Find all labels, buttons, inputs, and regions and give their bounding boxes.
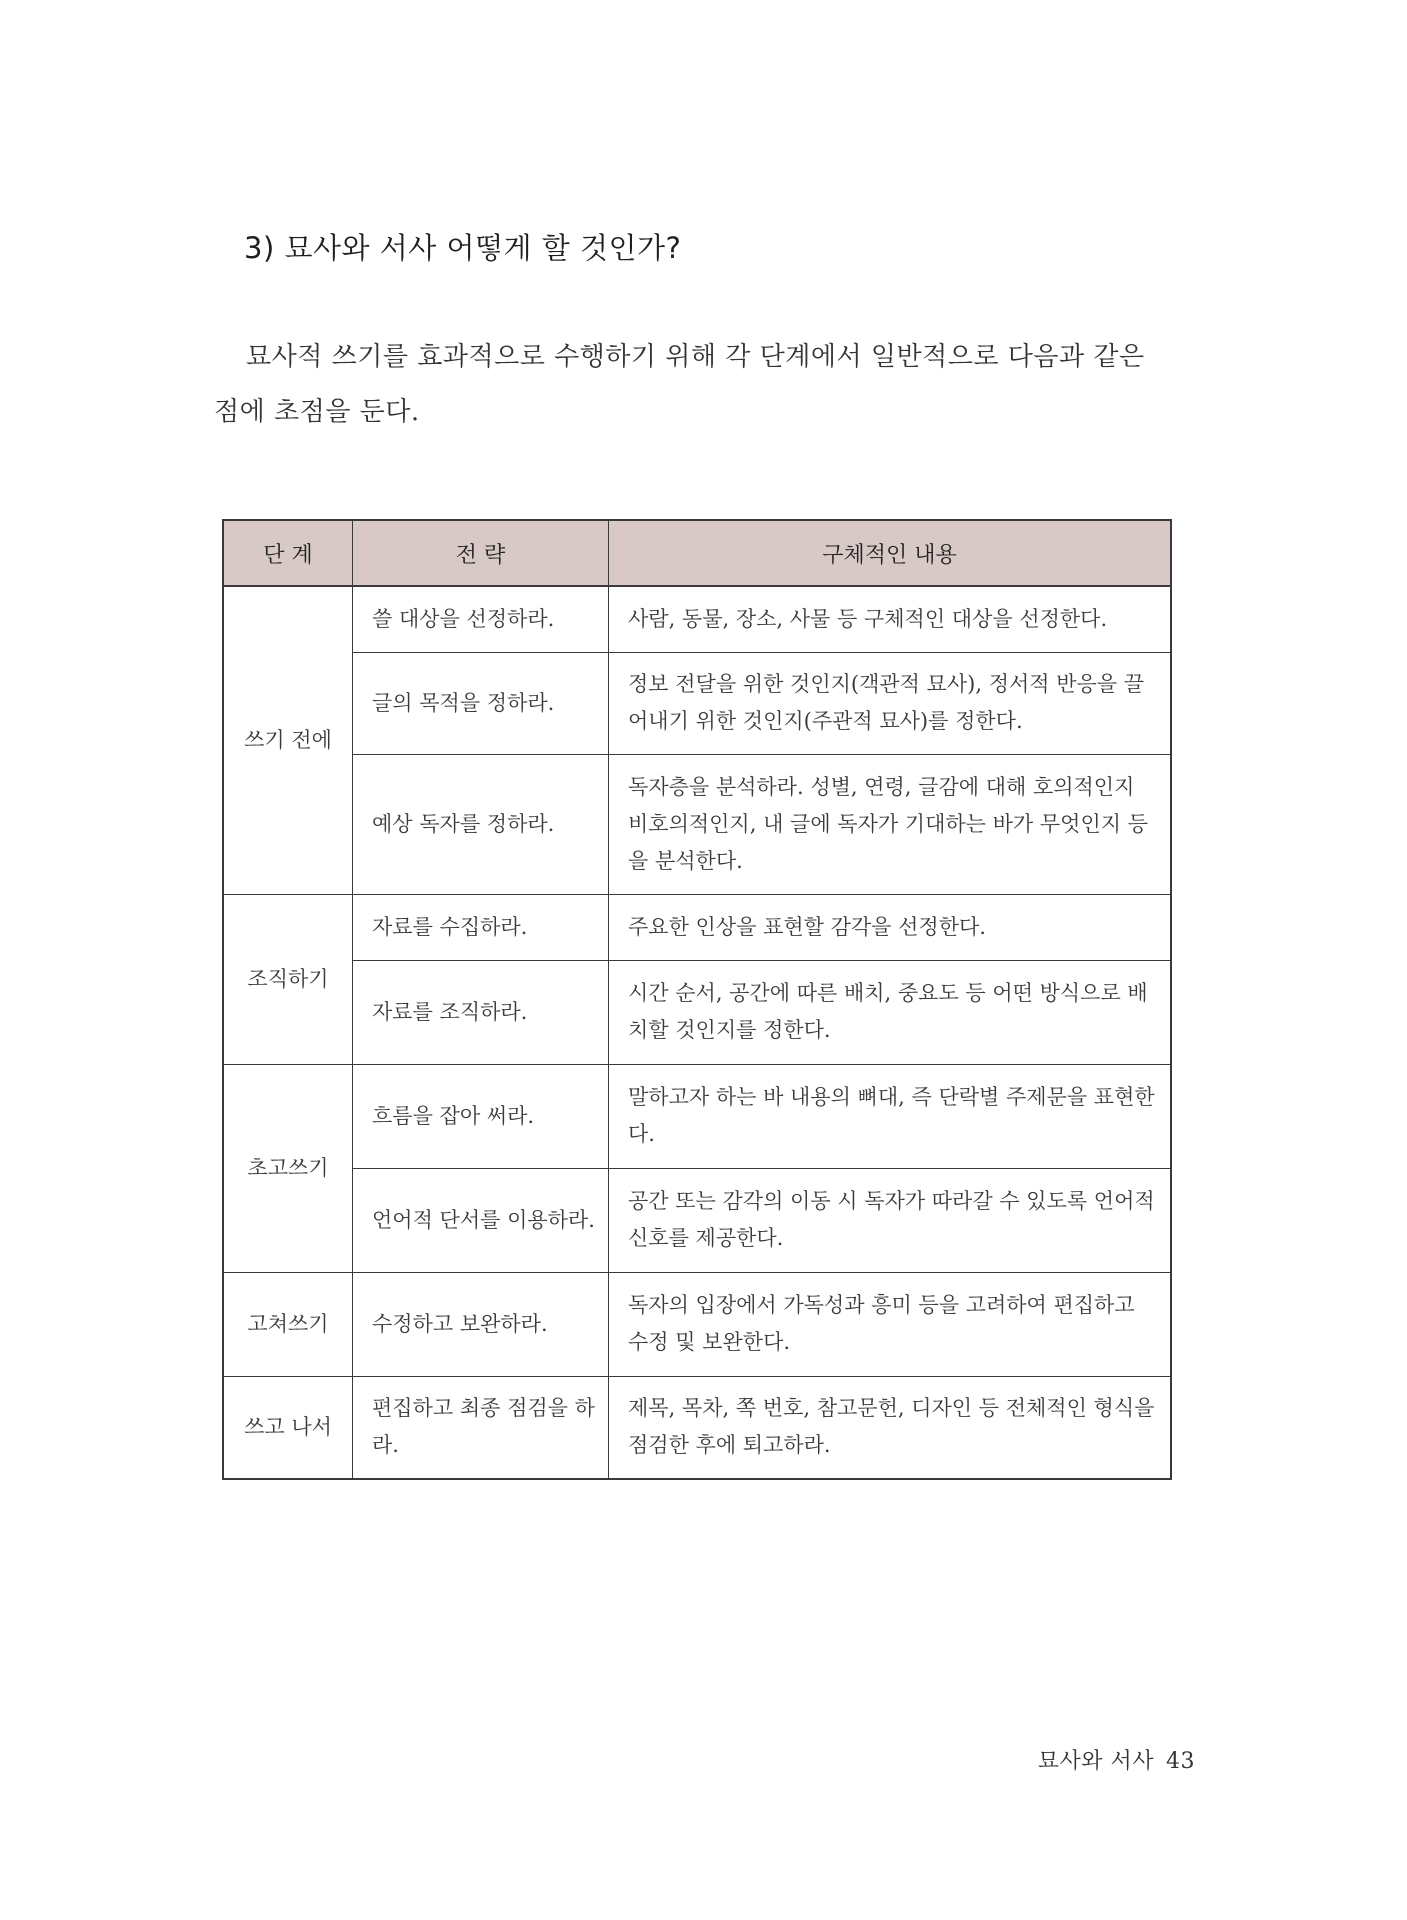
detail-cell: 주요한 인상을 표현할 감각을 선정한다. bbox=[609, 894, 1172, 960]
intro-paragraph: 묘사적 쓰기를 효과적으로 수행하기 위해 각 단계에서 일반적으로 다음과 같은 점에 초점을 둔다. bbox=[214, 342, 1145, 427]
running-title: 묘사와 서사 bbox=[1037, 1749, 1154, 1774]
strategy-cell: 예상 독자를 정하라. bbox=[353, 754, 609, 894]
strategy-cell: 글의 목적을 정하라. bbox=[353, 652, 609, 754]
section-title: 3) 묘사와 서사 어떻게 할 것인가? bbox=[244, 231, 682, 265]
detail-cell: 사람, 동물, 장소, 사물 등 구체적인 대상을 선정한다. bbox=[609, 586, 1172, 652]
table-header-row bbox=[223, 520, 1171, 586]
table-row bbox=[223, 1064, 1171, 1168]
detail-cell: 독자의 입장에서 가독성과 흥미 등을 고려하여 편집하고 수정 및 보완한다. bbox=[609, 1272, 1172, 1376]
table-row bbox=[223, 1272, 1171, 1376]
writing-strategy-table bbox=[222, 519, 1172, 1480]
table-row bbox=[223, 1168, 1171, 1272]
table-row bbox=[223, 586, 1171, 652]
strategy-cell: 언어적 단서를 이용하라. bbox=[353, 1168, 609, 1272]
header-stage: 단 계 bbox=[223, 520, 353, 586]
strategy-cell: 자료를 조직하라. bbox=[353, 960, 609, 1064]
table-row bbox=[223, 1376, 1171, 1479]
strategy-cell: 수정하고 보완하라. bbox=[353, 1272, 609, 1376]
table-row bbox=[223, 754, 1171, 894]
detail-cell: 말하고자 하는 바 내용의 뼈대, 즉 단락별 주제문을 표현한다. bbox=[609, 1064, 1172, 1168]
strategy-cell: 자료를 수집하라. bbox=[353, 894, 609, 960]
detail-cell: 제목, 목차, 쪽 번호, 참고문헌, 디자인 등 전체적인 형식을 점검한 후에 퇴고하라. bbox=[609, 1376, 1172, 1479]
table-row bbox=[223, 652, 1171, 754]
header-detail: 구체적인 내용 bbox=[609, 520, 1172, 586]
strategy-cell: 흐름을 잡아 써라. bbox=[353, 1064, 609, 1168]
stage-cell: 초고쓰기 bbox=[223, 1064, 353, 1272]
table-row bbox=[223, 894, 1171, 960]
strategy-cell: 쓸 대상을 선정하라. bbox=[353, 586, 609, 652]
page-footer bbox=[1038, 1744, 1195, 1775]
detail-cell: 정보 전달을 위한 것인지(객관적 묘사), 정서적 반응을 끌어내기 위한 것인지(주관적 묘사)를 정한다. bbox=[609, 652, 1172, 754]
detail-cell: 시간 순서, 공간에 따른 배치, 중요도 등 어떤 방식으로 배치할 것인지를 정한다. bbox=[609, 960, 1172, 1064]
strategy-cell: 편집하고 최종 점검을 하라. bbox=[353, 1376, 609, 1479]
table-row bbox=[223, 960, 1171, 1064]
stage-cell: 쓰기 전에 bbox=[223, 586, 353, 894]
stage-cell: 조직하기 bbox=[223, 894, 353, 1064]
page-number: 43 bbox=[1166, 1749, 1195, 1774]
stage-cell: 고쳐쓰기 bbox=[223, 1272, 353, 1376]
detail-cell: 공간 또는 감각의 이동 시 독자가 따라갈 수 있도록 언어적 신호를 제공한다. bbox=[609, 1168, 1172, 1272]
stage-cell: 쓰고 나서 bbox=[223, 1376, 353, 1479]
detail-cell: 독자층을 분석하라. 성별, 연령, 글감에 대해 호의적인지 비호의적인지, 내 글에 독자가 기대하는 바가 무엇인지 등을 분석한다. bbox=[609, 754, 1172, 894]
header-strategy: 전 략 bbox=[353, 520, 609, 586]
